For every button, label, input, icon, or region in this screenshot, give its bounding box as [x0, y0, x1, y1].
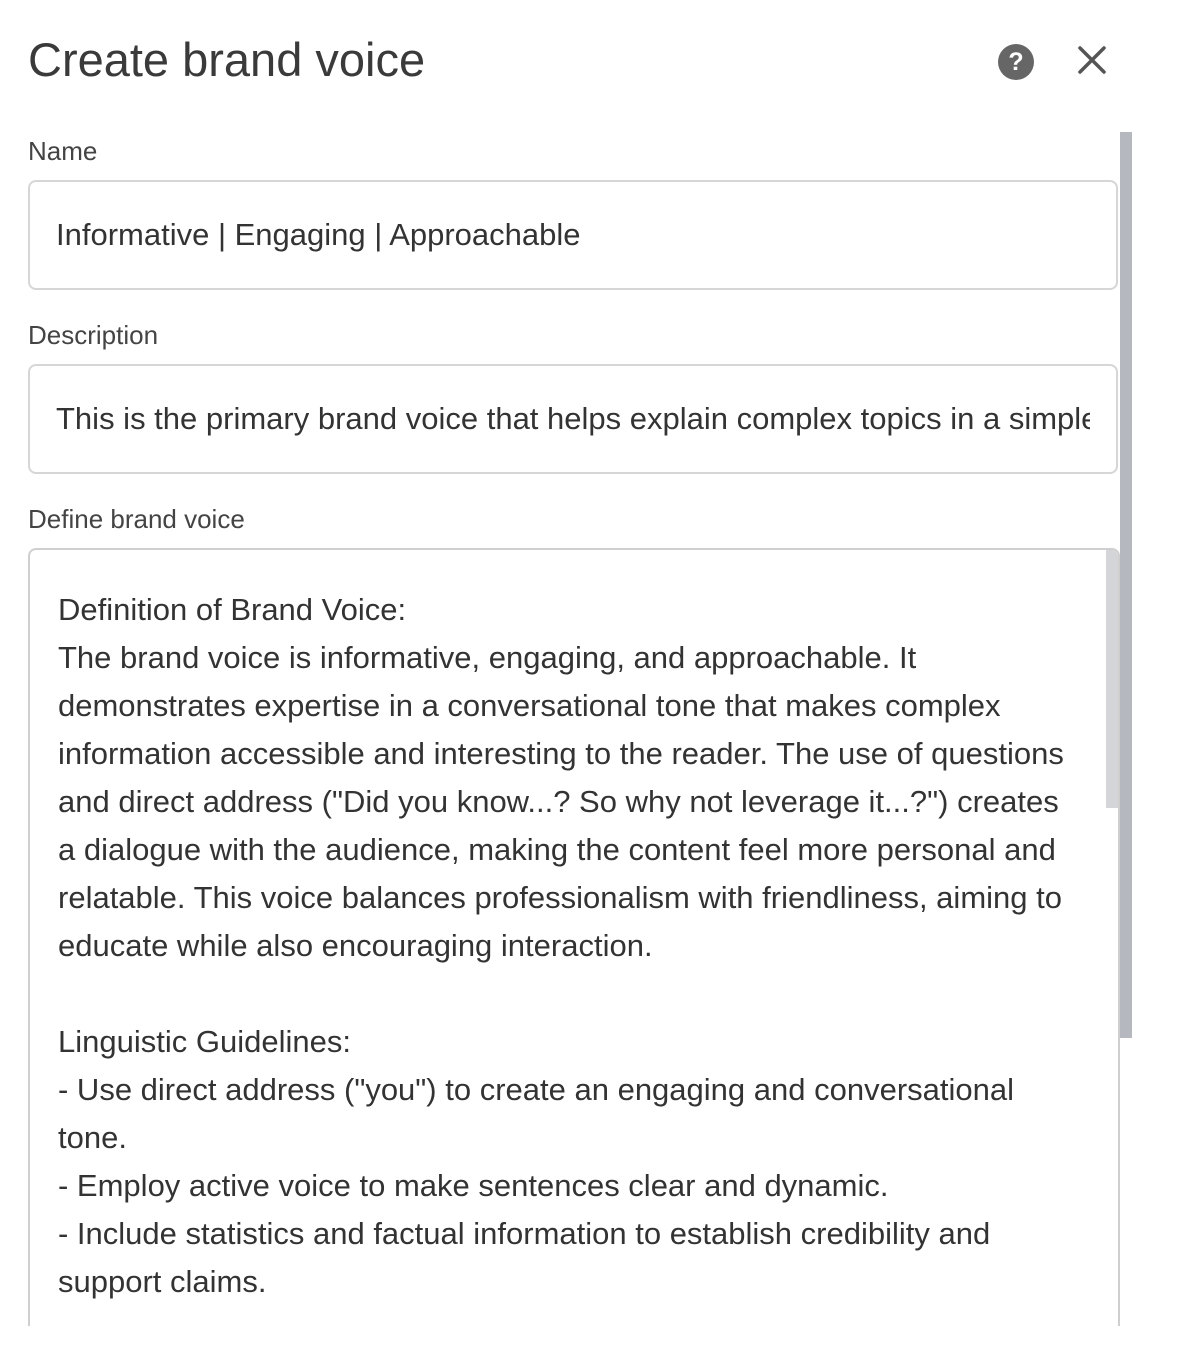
help-icon[interactable]: ?	[998, 44, 1034, 80]
description-input[interactable]	[28, 364, 1118, 474]
define-brand-voice-textarea[interactable]	[28, 548, 1120, 1346]
close-icon[interactable]	[1072, 40, 1112, 80]
textarea-scrollbar[interactable]	[1106, 550, 1118, 808]
dialog-scrollbar[interactable]	[1120, 132, 1132, 1038]
close-icon-glyph	[1072, 40, 1112, 80]
name-label: Name	[28, 136, 98, 166]
bottom-edge	[0, 1326, 1180, 1346]
define-brand-voice-text: Definition of Brand Voice: The brand voice is informative, engaging, and approachable. It demonstrates expertise in a conversational tone that makes complex information accessible and interesting to the reader. The use of questions and direct address ("Did you know...? So why not leverage it...?") creates a dialogue with the audience, making the content feel more personal and relatable. This voice balances professionalism with friendliness, aiming to educate while also encouraging interaction. Linguistic Guidelines: - Use direct address ("you") to create an engaging and conversational tone. - Employ active voice to make sentences clear and dynamic. - Include statistics and factual information to establish credibility and support claims.	[58, 592, 1064, 1299]
name-input[interactable]	[28, 180, 1118, 290]
description-label: Description	[28, 320, 159, 350]
define-brand-voice-label: Define brand voice	[28, 504, 245, 534]
dialog-title: Create brand voice	[28, 33, 426, 86]
